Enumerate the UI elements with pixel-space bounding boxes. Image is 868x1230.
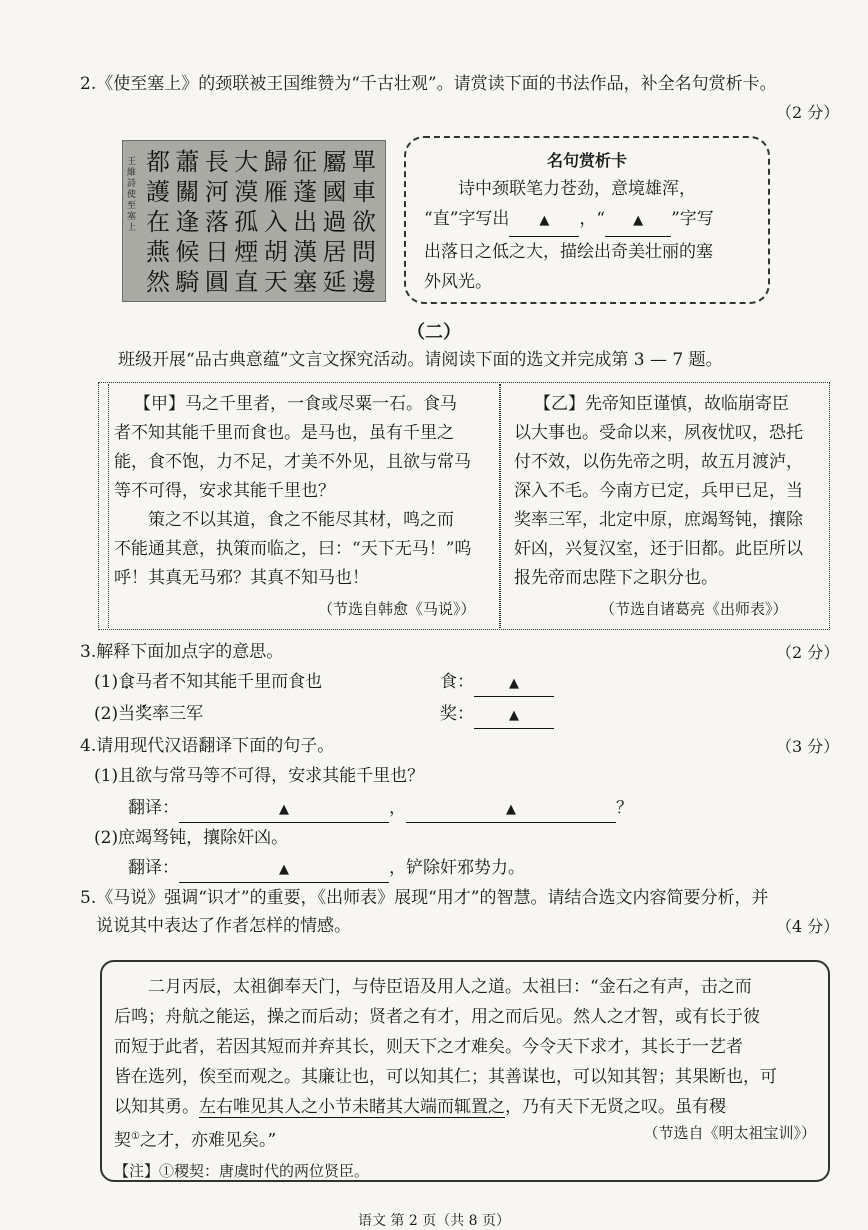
- answer-blank-1[interactable]: [509, 204, 579, 237]
- passage-text: 契: [114, 1130, 131, 1151]
- question-2: [80, 72, 840, 96]
- q3-score: （2 分）: [776, 643, 840, 662]
- q4-sentence-2: (2)庶竭驽钝，攘除奸凶。: [94, 828, 289, 848]
- jia-line: 呼！其真无马邪？其真不知马也！: [114, 568, 369, 588]
- yi-line: 深入不毛。今南方已定，兵甲已足，当: [514, 481, 803, 501]
- passage-divider: [500, 384, 501, 628]
- jia-line: 不能通其意，执策而临之，曰：“天下无马！”呜: [114, 539, 472, 559]
- q4-score: （3 分）: [776, 737, 840, 756]
- translation-suffix: ，铲除奸邪势力。: [389, 858, 525, 878]
- calligraphy-column: 都護在燕然: [146, 148, 170, 296]
- jia-line: 等不可得，安求其能千里也？: [114, 481, 335, 501]
- q3-item-1: [94, 670, 322, 694]
- calligraphy-column: 征蓬出漢塞: [293, 148, 318, 296]
- yi-line: 付不效，以伤先帝之明，故五月渡泸，: [514, 452, 803, 472]
- punctuation: ，: [389, 798, 406, 818]
- q5-number: 5.: [80, 888, 97, 908]
- answer-blank[interactable]: [474, 702, 554, 729]
- card-text: “直”字写出: [424, 209, 510, 229]
- translation-label: 翻译：: [128, 798, 179, 818]
- blank-marker-icon: ▲: [509, 708, 519, 723]
- q3-text: 解释下面加点字的意思。: [96, 642, 284, 662]
- answer-label: 奖：: [440, 704, 474, 724]
- passage-line: [114, 1092, 816, 1122]
- q5-text: 《马说》强调“识才”的重要，《出师表》展现“用才”的智慧。请结合选文内容简要分析，并: [96, 888, 769, 908]
- translation-label: 翻译：: [128, 858, 179, 878]
- q5-text-2: 说说其中表达了作者怎样的情感。: [96, 916, 351, 936]
- jia-line: 【甲】马之千里者，一食或尽粟一石。食马: [134, 394, 457, 414]
- calligraphy-artwork: [122, 140, 386, 302]
- card-line-4: 外风光。: [424, 272, 492, 292]
- blank-marker-icon: ▲: [633, 213, 644, 228]
- q4-number: 4.: [80, 736, 97, 756]
- answer-blank[interactable]: [474, 670, 554, 697]
- q3-item-2: [94, 702, 203, 726]
- item-text: 当: [118, 704, 136, 724]
- card-title: 名句赏析卡: [546, 151, 627, 170]
- yi-line: 以大事也。受命以来，夙夜忧叹，恐托: [514, 423, 803, 443]
- question-4: [80, 734, 334, 758]
- jia-source: （节选自韩愈《马说》）: [318, 600, 476, 618]
- q3-answer-1: [440, 670, 554, 697]
- item-text: 马者不知其能千里而食也: [135, 672, 323, 692]
- item-text: 率三军: [152, 704, 204, 724]
- blank-marker-icon: ▲: [539, 213, 550, 228]
- answer-blank-2[interactable]: [605, 204, 671, 237]
- yi-line: 【乙】先帝知臣谨慎，故临崩寄臣: [534, 394, 789, 414]
- item-number: (1): [94, 672, 119, 692]
- q2-number: 2.: [80, 74, 97, 94]
- blank-marker-icon: ▲: [279, 862, 289, 877]
- question-5: [80, 886, 840, 910]
- passage-source: （节选自《明太祖宝训》）: [643, 1124, 816, 1142]
- calligraphy-columns: [145, 147, 377, 297]
- calligraphy-column: 歸雁入胡天: [263, 148, 288, 296]
- blank-marker-icon: ▲: [506, 802, 516, 817]
- translation-blank[interactable]: [406, 796, 616, 823]
- q4-translation-1: [128, 796, 633, 823]
- appreciation-card: [404, 136, 770, 304]
- calligraphy-column: 單車欲問邊: [351, 148, 376, 296]
- q5-score: （4 分）: [776, 917, 840, 936]
- passage-text: ，乃有天下无贤之叹。虽有稷: [505, 1097, 726, 1117]
- underlined-sentence: 左右唯见其人之小节未睹其大端而辄置之: [199, 1097, 505, 1117]
- card-line-3: 出落日之低之大，描绘出奇美壮丽的塞: [424, 242, 713, 262]
- passage-jia: [114, 390, 498, 593]
- card-text: ”字写: [671, 209, 714, 229]
- passage-box: [100, 960, 830, 1182]
- jia-line: 能，食不饱，力不足，才美不外见，且欲与常马: [114, 452, 471, 472]
- section-intro: 班级开展“品古典意蕴”文言文探究活动。请阅读下面的选文并完成第 3 — 7 题。: [118, 350, 723, 370]
- q2-score: （2 分）: [776, 103, 840, 122]
- passage-text: 以知其勇。: [114, 1097, 199, 1117]
- passage-yi: [514, 390, 826, 593]
- q4-sentence-1: (1)且欲与常马等不可得，安求其能千里也？: [94, 766, 425, 786]
- yi-source: （节选自诸葛亮《出师表》）: [600, 600, 788, 618]
- punctuation: ？: [616, 798, 633, 818]
- calligraphy-column: 大漠孤煙直: [234, 148, 259, 296]
- yi-line: 奸凶，兴复汉室，还于旧都。此臣所以: [514, 539, 803, 559]
- question-3: [80, 640, 283, 664]
- calligraphy-column: 蕭關逢候騎: [175, 148, 200, 296]
- blank-marker-icon: ▲: [509, 676, 519, 691]
- passage-text: 之才，亦难见矣。”: [139, 1130, 277, 1151]
- calligraphy-column: 長河落日圓: [204, 148, 229, 296]
- card-line-1: 诗中颈联笔力苍劲，意境雄浑，: [458, 179, 696, 199]
- q3-number: 3.: [80, 642, 97, 662]
- card-text: ，“: [579, 209, 606, 229]
- q3-answer-2: [440, 702, 554, 729]
- dotted-char: 食: [118, 672, 136, 692]
- passage-line: 皆在选列，俟至而观之。其廉让也，可以知其仁；其善谋也，可以知其智；其果断也，可: [114, 1067, 777, 1087]
- jia-line: 者不知其能千里而食也。是马也，虽有千里之: [114, 423, 454, 443]
- page-footer: 语文 第 2 页（共 8 页）: [357, 1213, 511, 1229]
- dotted-char: 奖 •: [135, 704, 152, 724]
- q4-translation-2: [128, 856, 525, 883]
- section-title: （二）: [407, 322, 461, 343]
- passage-line: 二月丙辰，太祖御奉天门，与侍臣语及用人之道。太祖曰：“金石之有声，击之而: [114, 977, 752, 997]
- calligraphy-seal: 王維詩使至塞上: [127, 157, 137, 233]
- calligraphy-column: 屬國過居延: [322, 148, 347, 296]
- q4-text: 请用现代汉语翻译下面的句子。: [96, 736, 335, 756]
- jia-line: 策之不以其道，食之不能尽其材，鸣之而: [114, 510, 454, 530]
- blank-marker-icon: ▲: [279, 802, 289, 817]
- yi-line: 报先帝而忠陛下之职分也。: [514, 568, 718, 588]
- passage-note: 【注】①稷契：唐虞时代的两位贤臣。: [114, 1161, 370, 1180]
- q2-text: 《使至塞上》的颈联被王国维赞为“千古壮观”。请赏读下面的书法作品，补全名句赏析卡。: [96, 74, 777, 94]
- answer-label: 食：: [440, 672, 474, 692]
- passage-line: 而短于此者，若因其短而并弃其长，则天下之才难矣。今令天下求才，其长于一艺者: [114, 1037, 743, 1057]
- card-line-2: [424, 204, 754, 237]
- footnote-marker: ①: [131, 1131, 140, 1142]
- translation-blank[interactable]: [179, 856, 389, 883]
- passage-line: 后鸣；舟航之能运，操之而后动；贤者之有才，用之而后见。然人之才智，或有长于彼: [114, 1007, 760, 1027]
- item-number: (2): [94, 704, 119, 724]
- translation-blank[interactable]: [179, 796, 389, 823]
- yi-line: 奖率三军，北定中原，庶竭驽钝，攘除: [514, 510, 803, 530]
